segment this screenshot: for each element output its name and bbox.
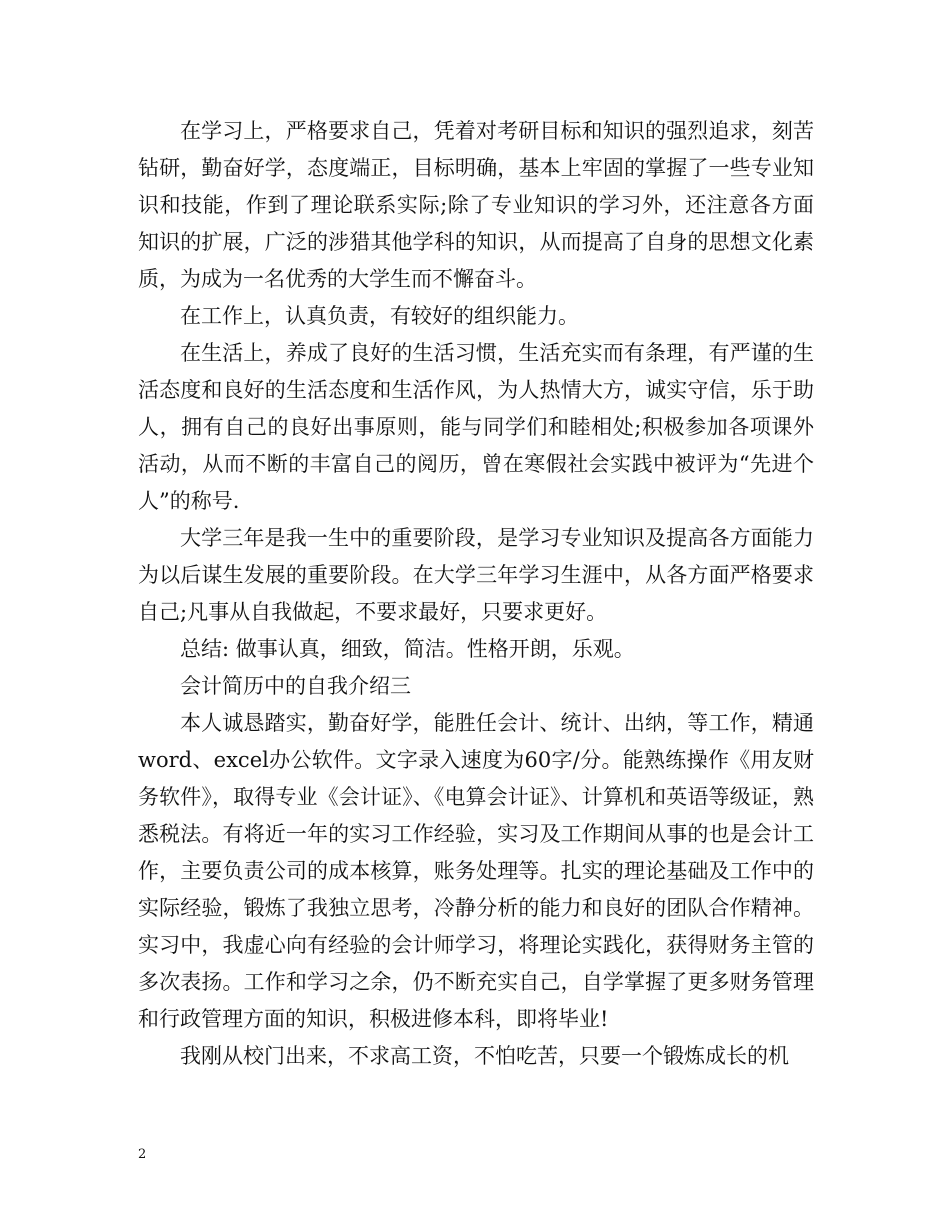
document-body <box>138 113 814 1075</box>
paragraph-work: 在工作上，认真负责，有较好的组织能力。 <box>180 304 579 328</box>
paragraph-life: 在生活上，养成了良好的生活习惯，生活充实而有条理，有严谨的生活态度和良好的生活态度和生活作风，为人热情大方，诚实守信，乐于助人，拥有自己的良好出事原则，能与同学们和睦相处;积极参加各项课外活动，从而不断的丰富自己的阅历，曾在寒假社会实践中被评为“先进个人”的称号. <box>138 341 814 513</box>
page-number: 2 <box>138 1147 147 1162</box>
paragraph-study: 在学习上，严格要求自己，凭着对考研目标和知识的强烈追求，刻苦钻研，勤奋好学，态度端正，目标明确，基本上牢固的掌握了一些专业知识和技能，作到了理论联系实际;除了专业知识的学习外，还注意各方面知识的扩展，广泛的涉猎其他学科的知识，从而提高了自身的思想文化素质，为成为一名优秀的大学生而不懈奋斗。 <box>138 119 814 291</box>
paragraph-summary: 总结: 做事认真，细致，简洁。性格开朗，乐观。 <box>180 637 635 661</box>
paragraph-university: 大学三年是我一生中的重要阶段，是学习专业知识及提高各方面能力为以后谋生发展的重要阶段。在大学三年学习生涯中，从各方面严格要求自己;凡事从自我做起，不要求最好，只要求更好。 <box>138 526 814 624</box>
paragraph-closing: 我刚从校门出来，不求高工资，不怕吃苦，只要一个锻炼成长的机 <box>180 1044 789 1068</box>
paragraph-self-intro: 本人诚恳踏实，勤奋好学，能胜任会计、统计、出纳，等工作，精通word、excel办公软件。文字录入速度为60字/分。能熟练操作《用友财务软件》，取得专业《会计证》、《电算会计证》、计算机和英语等级证，熟悉税法。有将近一年的实习工作经验，实习及工作期间从事的也是会计工作，主要负责公司的成本核算，账务处理等。扎实的理论基础及工作中的实际经验，锻炼了我独立思考，冷静分析的能力和良好的团队合作精神。实习中，我虚心向有经验的会计师学习，将理论实践化，获得财务主管的多次表扬。工作和学习之余，仍不断充实自己，自学掌握了更多财务管理和行政管理方面的知识，积极进修本科，即将毕业! <box>138 711 814 1031</box>
section-heading: 会计简历中的自我介绍三 <box>180 674 411 698</box>
